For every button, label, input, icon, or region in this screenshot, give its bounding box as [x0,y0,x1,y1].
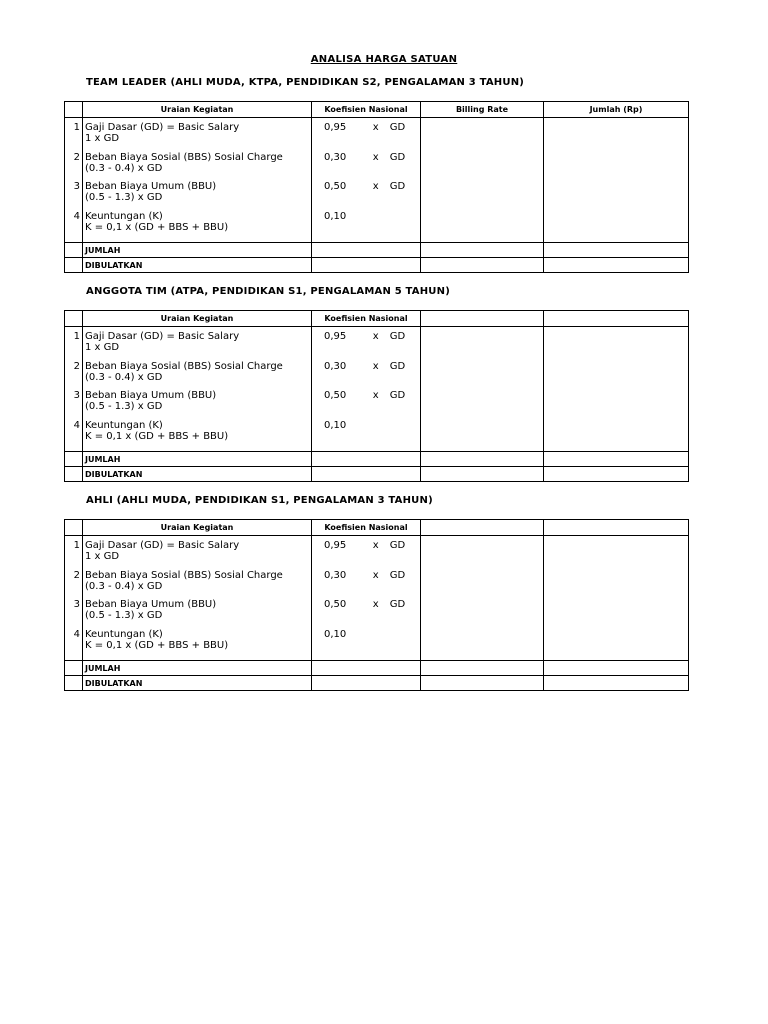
item-description [85,599,309,629]
dibulatkan-billing-cell[interactable] [421,467,544,482]
item-description-line2: K = 0,1 x (GD + BBS + BBU) [85,430,229,442]
dibulatkan-total-cell[interactable] [544,258,689,273]
koefisien-basis: GD [389,360,406,372]
item-description-column [83,118,312,243]
koefisien-multiply [362,420,390,450]
jumlah-total-cell[interactable] [544,661,689,676]
koefisien-value: 0,95 [324,331,347,342]
koefisien-value: 0,50 [324,599,347,610]
items-row [65,118,689,243]
item-description [85,152,309,182]
koefisien-value: 0,30 [324,569,347,581]
item-koefisien [314,361,418,391]
koefisien-value: 0,30 [324,360,347,372]
item-description-line2: K = 0,1 x (GD + BBS + BBU) [85,639,229,651]
jumlah-total-cell[interactable] [544,452,689,467]
dibulatkan-label: DIBULATKAN [83,258,312,273]
item-number: 4 [73,628,80,640]
koefisien-basis: GD [389,569,406,581]
item-description-line1: Keuntungan (K) [85,210,163,222]
jumlah-no-cell [65,452,83,467]
item-description-line1: Gaji Dasar (GD) = Basic Salary [85,540,240,551]
document-title: ANALISA HARGA SATUAN [310,54,458,65]
jumlah-row [65,243,689,258]
item-description [85,570,309,600]
item-number: 3 [73,390,80,401]
koefisien-value: 0,50 [324,181,347,192]
billing-rate-cell[interactable] [421,327,544,452]
koefisien-multiply: x [372,569,379,581]
item-number: 4 [73,210,80,222]
analysis-table [64,101,689,273]
koefisien-basis: GD [389,599,406,610]
koefisien-value: 0,10 [324,210,347,222]
dibulatkan-koef-cell [312,258,421,273]
koefisien-multiply: x [372,540,379,551]
koefisien-value: 0,10 [324,628,347,640]
dibulatkan-no-cell [65,258,83,273]
item-description-line2: (0.5 - 1.3) x GD [85,610,163,621]
koefisien-multiply: x [372,360,379,372]
dibulatkan-label: DIBULATKAN [83,676,312,691]
header-koefisien-nasional: Koefisien Nasional [312,102,421,118]
item-number-column [65,327,83,452]
item-description-line1: Beban Biaya Umum (BBU) [85,181,217,192]
jumlah-no-cell [65,661,83,676]
item-description [85,390,309,420]
item-koefisien [314,570,418,600]
item-number: 3 [73,599,80,610]
dibulatkan-label: DIBULATKAN [83,467,312,482]
jumlah-total-cell[interactable] [544,243,689,258]
item-number-column [65,118,83,243]
koefisien-value: 0,95 [324,540,347,551]
item-description-column [83,536,312,661]
jumlah-row [65,452,689,467]
item-number: 1 [73,331,80,342]
dibulatkan-row [65,676,689,691]
koefisien-value: 0,30 [324,151,347,163]
item-number: 1 [73,122,80,133]
header-uraian-kegiatan: Uraian Kegiatan [83,102,312,118]
header-uraian-kegiatan: Uraian Kegiatan [83,520,312,536]
item-koefisien [314,540,418,570]
koefisien-basis: GD [389,540,406,551]
header-jumlah-rp [544,311,689,327]
analysis-table [64,519,689,691]
koefisien-basis [390,629,418,659]
item-description-line1: Keuntungan (K) [85,628,163,640]
jumlah-label: JUMLAH [83,661,312,676]
koefisien-multiply: x [372,390,379,401]
dibulatkan-no-cell [65,676,83,691]
item-description-line1: Beban Biaya Sosial (BBS) Sosial Charge [85,360,283,372]
dibulatkan-billing-cell[interactable] [421,676,544,691]
item-koefisien-column [312,536,421,661]
header-koefisien-nasional: Koefisien Nasional [312,520,421,536]
item-koefisien-column [312,118,421,243]
dibulatkan-koef-cell [312,467,421,482]
koefisien-basis: GD [389,181,406,192]
jumlah-billing-cell[interactable] [421,661,544,676]
item-koefisien [314,122,418,152]
jumlah-koef-cell [312,243,421,258]
item-description [85,361,309,391]
jumlah-billing-cell[interactable] [421,452,544,467]
header-no-cell [65,311,83,327]
koefisien-value: 0,10 [324,419,347,431]
koefisien-basis: GD [389,151,406,163]
koefisien-basis: GD [389,122,406,133]
item-number: 2 [73,151,80,163]
table-header-row [65,311,689,327]
item-koefisien-column [312,327,421,452]
header-no-cell [65,102,83,118]
billing-rate-cell[interactable] [421,536,544,661]
dibulatkan-total-cell[interactable] [544,676,689,691]
koefisien-basis: GD [389,390,406,401]
item-koefisien [314,390,418,420]
koefisien-basis: GD [389,331,406,342]
jumlah-no-cell [65,243,83,258]
item-description [85,331,309,361]
item-description-line1: Gaji Dasar (GD) = Basic Salary [85,122,240,133]
item-description-line1: Keuntungan (K) [85,419,163,431]
billing-rate-cell[interactable] [421,118,544,243]
koefisien-multiply: x [372,599,379,610]
dibulatkan-row [65,258,689,273]
koefisien-multiply [362,629,390,659]
koefisien-basis [390,420,418,450]
section-title: AHLI (AHLI MUDA, PENDIDIKAN S1, PENGALAMAN 3 TAHUN) [86,495,433,506]
jumlah-row [65,661,689,676]
jumlah-label: JUMLAH [83,452,312,467]
jumlah-cell[interactable] [544,118,689,243]
item-number: 1 [73,540,80,551]
item-number: 3 [73,181,80,192]
item-description-line2: 1 x GD [85,133,120,144]
table-header-row [65,520,689,536]
item-koefisien [314,629,418,659]
jumlah-cell[interactable] [544,327,689,452]
table-header-row [65,102,689,118]
item-description [85,181,309,211]
jumlah-label: JUMLAH [83,243,312,258]
koefisien-multiply: x [372,181,379,192]
item-description-line2: 1 x GD [85,342,120,353]
header-billing-rate: Billing Rate [421,102,544,118]
item-description-line2: (0.3 - 0.4) x GD [85,162,163,174]
item-description [85,420,309,450]
item-koefisien [314,181,418,211]
item-description-line1: Beban Biaya Umum (BBU) [85,390,217,401]
header-jumlah-rp: Jumlah (Rp) [544,102,689,118]
koefisien-multiply [362,211,390,241]
item-description-column [83,327,312,452]
item-description-line1: Beban Biaya Sosial (BBS) Sosial Charge [85,151,283,163]
koefisien-multiply: x [372,331,379,342]
item-description-line1: Beban Biaya Umum (BBU) [85,599,217,610]
dibulatkan-billing-cell[interactable] [421,258,544,273]
item-koefisien [314,420,418,450]
item-koefisien [314,152,418,182]
item-description [85,629,309,659]
item-description-line2: (0.5 - 1.3) x GD [85,192,163,203]
koefisien-basis [390,211,418,241]
item-description-line2: 1 x GD [85,551,120,562]
dibulatkan-no-cell [65,467,83,482]
analysis-table [64,310,689,482]
item-description-line2: (0.5 - 1.3) x GD [85,401,163,412]
koefisien-multiply: x [372,122,379,133]
dibulatkan-koef-cell [312,676,421,691]
header-uraian-kegiatan: Uraian Kegiatan [83,311,312,327]
item-koefisien [314,599,418,629]
item-description-line2: K = 0,1 x (GD + BBS + BBU) [85,221,229,233]
dibulatkan-row [65,467,689,482]
item-description-line2: (0.3 - 0.4) x GD [85,371,163,383]
item-description [85,540,309,570]
item-description [85,211,309,241]
koefisien-value: 0,50 [324,390,347,401]
dibulatkan-total-cell[interactable] [544,467,689,482]
item-description [85,122,309,152]
item-description-line2: (0.3 - 0.4) x GD [85,580,163,592]
item-description-line1: Gaji Dasar (GD) = Basic Salary [85,331,240,342]
jumlah-koef-cell [312,452,421,467]
header-no-cell [65,520,83,536]
item-number: 2 [73,569,80,581]
header-koefisien-nasional: Koefisien Nasional [312,311,421,327]
koefisien-value: 0,95 [324,122,347,133]
item-koefisien [314,211,418,241]
jumlah-cell[interactable] [544,536,689,661]
item-description-line1: Beban Biaya Sosial (BBS) Sosial Charge [85,569,283,581]
section-title: TEAM LEADER (AHLI MUDA, KTPA, PENDIDIKAN S2, PENGALAMAN 3 TAHUN) [86,77,525,88]
header-billing-rate [421,311,544,327]
item-number-column [65,536,83,661]
items-row [65,327,689,452]
item-number: 4 [73,419,80,431]
header-jumlah-rp [544,520,689,536]
item-koefisien [314,331,418,361]
items-row [65,536,689,661]
item-number: 2 [73,360,80,372]
section-title: ANGGOTA TIM (ATPA, PENDIDIKAN S1, PENGALAMAN 5 TAHUN) [86,286,450,297]
header-billing-rate [421,520,544,536]
koefisien-multiply: x [372,151,379,163]
jumlah-billing-cell[interactable] [421,243,544,258]
jumlah-koef-cell [312,661,421,676]
